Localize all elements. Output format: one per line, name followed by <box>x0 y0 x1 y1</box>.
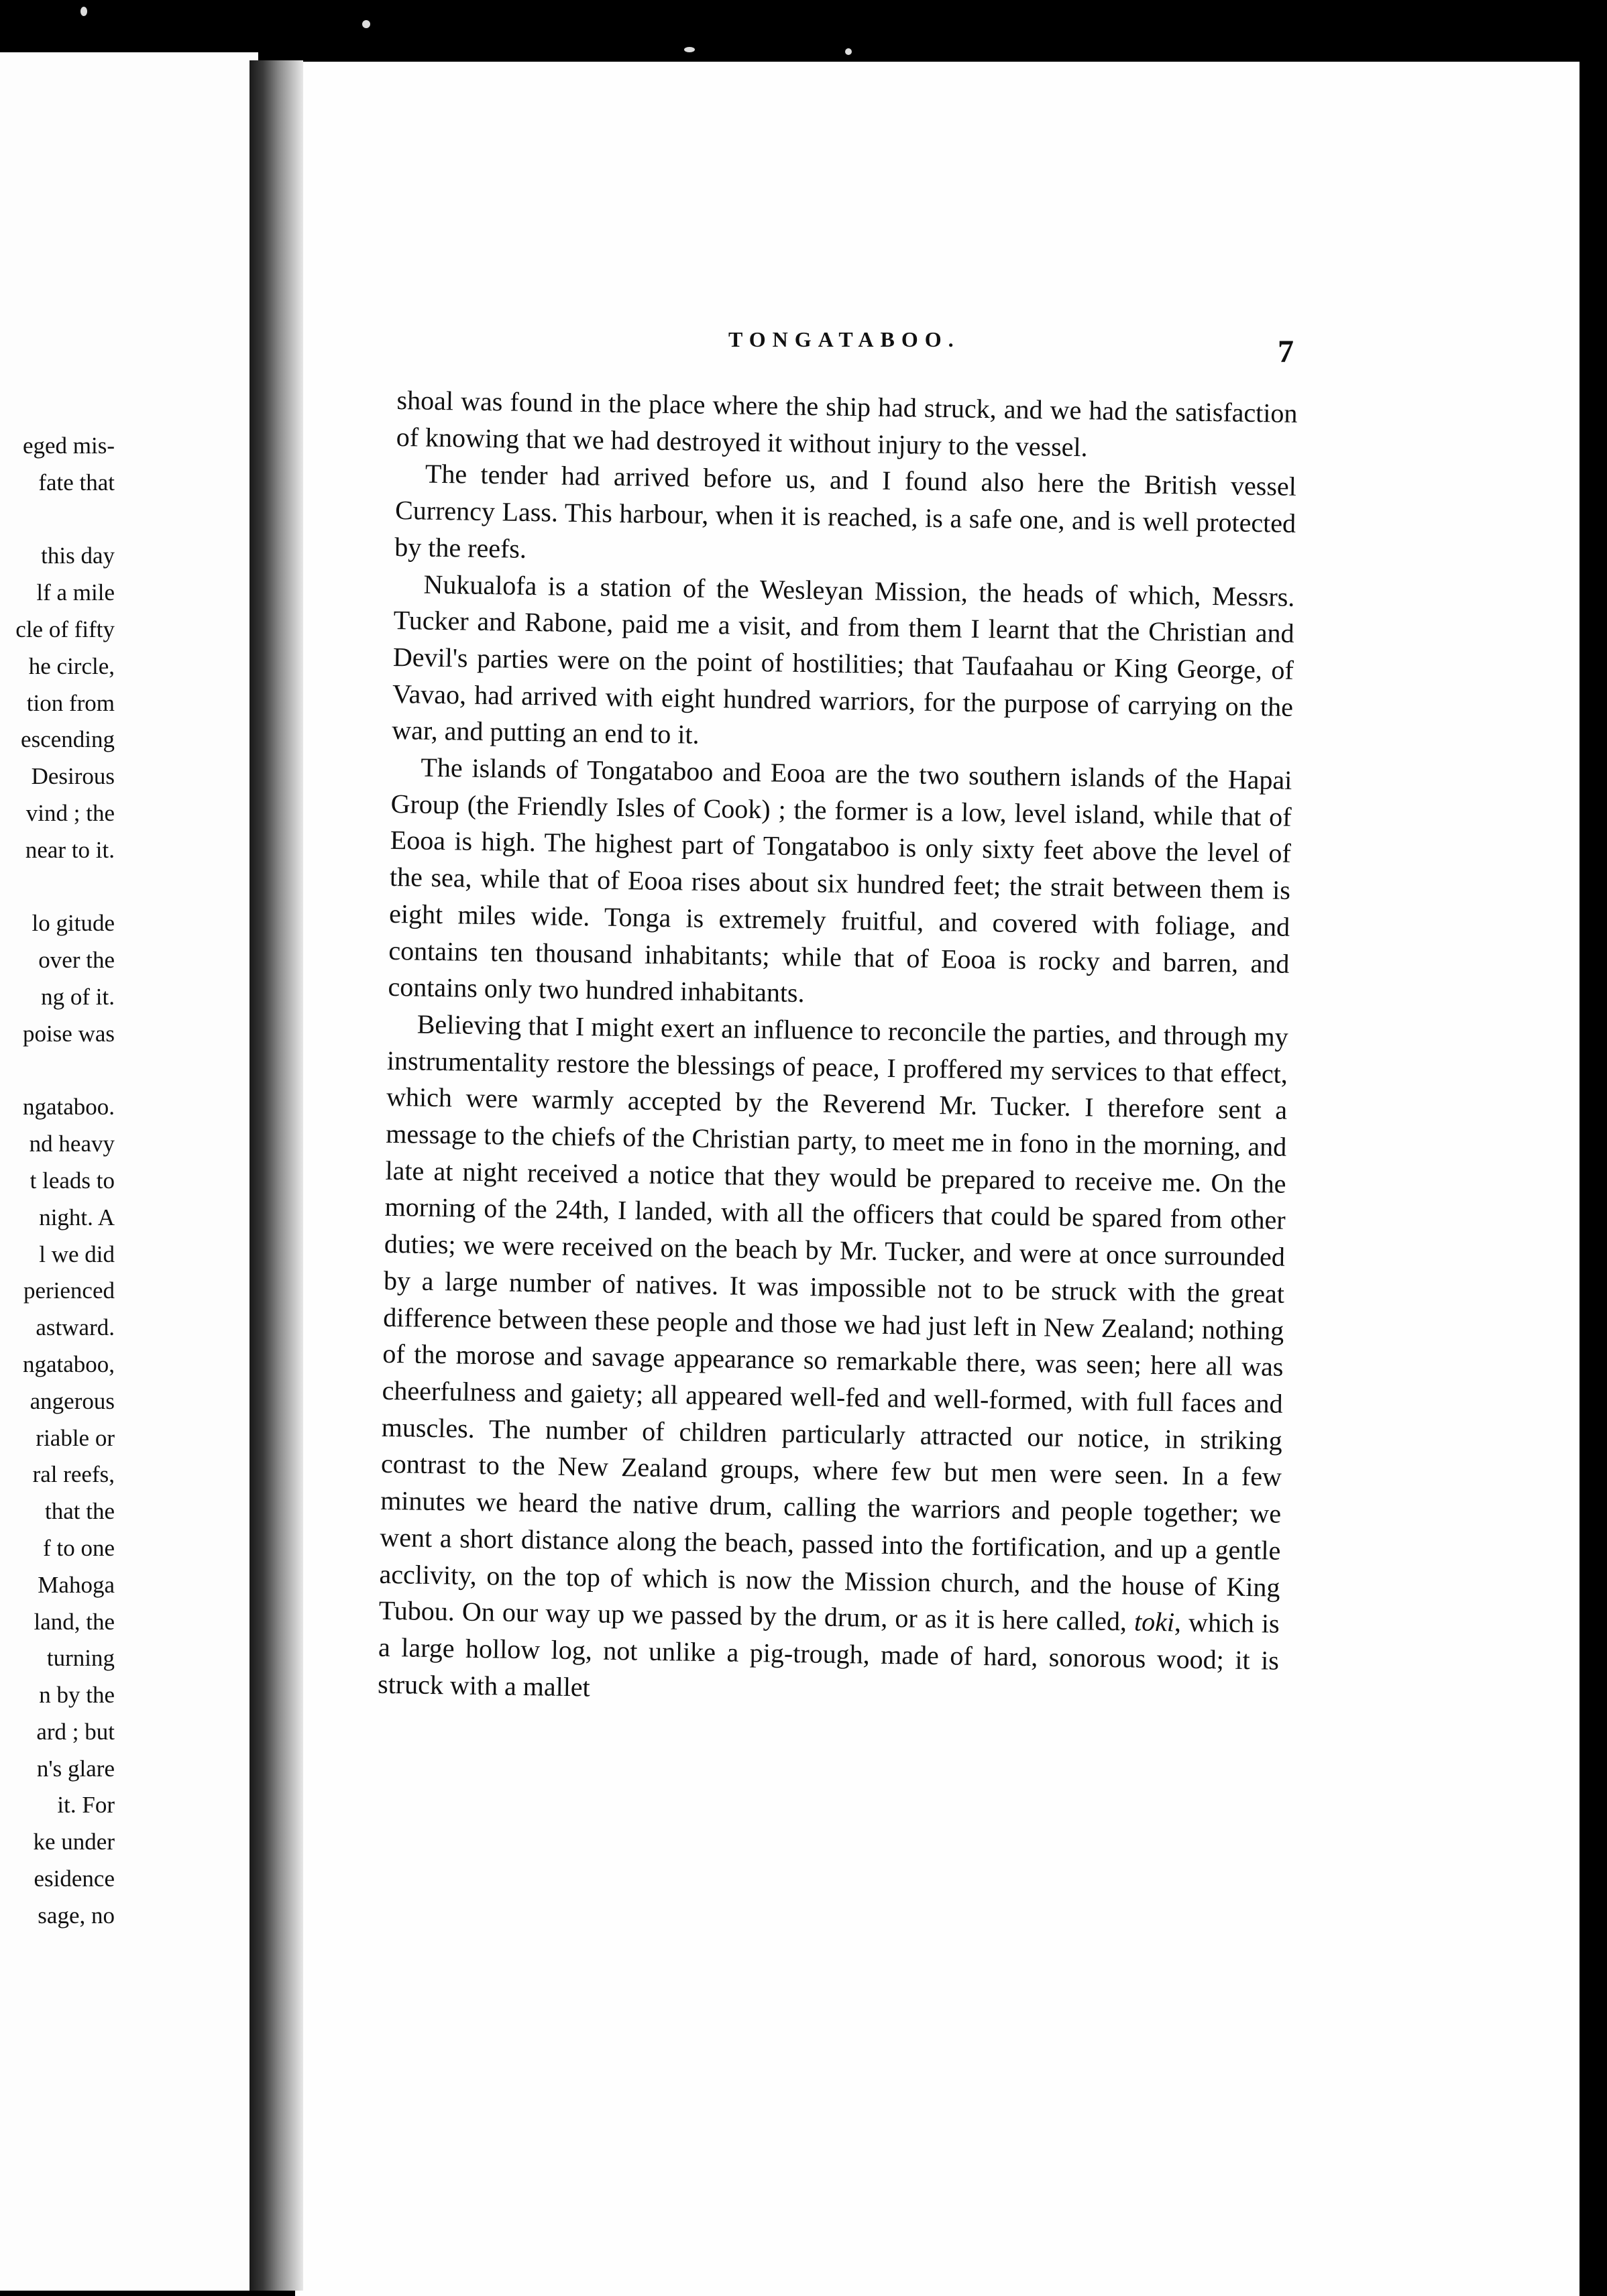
page-number: 7 <box>1278 334 1294 369</box>
italic-term: toki <box>1133 1606 1175 1638</box>
left-page-line: n by the <box>39 1682 115 1709</box>
left-page-line: t leads to <box>30 1167 115 1194</box>
paragraph: The tender had arrived before us, and I found also here the British vessel Currency Lass. This harbour, when it is reached, is a safe one, and is well protected by the reefs. <box>394 459 1297 564</box>
left-page-line: ard ; but <box>36 1718 115 1745</box>
scan-speck <box>684 47 695 52</box>
left-page-text <box>0 428 115 1935</box>
left-page-line: over the <box>38 947 115 974</box>
left-page-line: astward. <box>36 1314 115 1341</box>
left-page-line: night. A <box>39 1204 115 1230</box>
running-head: TONGATABOO. <box>728 327 960 351</box>
left-page-line: lo gitude <box>32 910 115 937</box>
left-page-line: f to one <box>43 1534 115 1561</box>
left-page-line: poise was <box>22 1020 115 1047</box>
left-page-line: vind ; the <box>25 799 115 826</box>
left-page-line: that the <box>45 1498 115 1525</box>
left-page-line: he circle, <box>28 652 115 679</box>
left-page-line: nd heavy <box>29 1131 115 1157</box>
paragraph-text: Believing that I might exert an influence to reconcile the parties, and through my instrumentality restore the blessings of peace, I proffered my services to that effect, which were warmly accepted by the Reverend Mr. Tucker. I therefore sent a message to the chiefs of the Christian party, to meet me in fono in the morning, and late at night received a notice that they would be prepared to receive me. On the morning of the 24th, I landed, with all the officers that could be spared from other duties; we were received on the beach by Mr. Tucker, and were at once surrounded by a large number of natives. It was impossible not to be struck with the great difference between these people and those we had just left in New Zealand; nothing of the morose and savage appearance so remarkable there, was seen; here all was cheerfulness and gaiety; all appeared well-fed and well-formed, with full faces and muscles. The number of children particularly attracted our notice, in striking contrast to the New Zealand groups, where few but men were seen. In a few minutes we heard the native drum, calling the warriors and people together; we went a short distance along the beach, passed into the fortification, and up a gentle acclivity, on the top of which is now the Mission church, and the house of King Tubou. On our way up we passed by the drum, or as it is here called, <box>378 1009 1288 1637</box>
scan-speck <box>80 7 87 16</box>
scan-speck <box>362 20 370 28</box>
left-page-line: ngataboo. <box>22 1094 115 1121</box>
left-page-line: lf a mile <box>36 579 115 606</box>
left-page-line: near to it. <box>25 836 115 863</box>
left-page-line: Desirous <box>31 763 115 790</box>
scan-speck <box>845 48 852 55</box>
left-facing-page <box>0 52 258 2291</box>
left-page-line: angerous <box>30 1387 115 1414</box>
left-page-line: eged mis- <box>22 433 115 459</box>
left-page-line: riable or <box>36 1424 115 1451</box>
left-page-line: Mahoga <box>38 1571 115 1598</box>
left-page-line: sage, no <box>38 1902 115 1929</box>
left-page-line: escending <box>21 726 115 753</box>
left-page-line: ral reefs, <box>32 1461 115 1488</box>
left-page-line: fate that <box>38 469 115 496</box>
left-page-line <box>0 502 115 538</box>
paragraph: shoal was found in the place where the ship had struck, and we had the satisfaction of knowing that we had destroyed it without injury to the vessel. <box>396 384 1298 462</box>
paragraph <box>378 1006 1288 1716</box>
left-page-line: ng of it. <box>41 983 115 1010</box>
paragraph: Nukualofa is a station of the Wesleyan Mission, the heads of which, Messrs. Tucker and Rabone, paid me a visit, and from them I learnt that the Christian and Devil's parties were on the point of hostilities; that Taufaahau or King George, of Vavao, had arrived with eight hundred warriors, for the purpose of carrying on the war, and putting an end to it. <box>391 569 1295 750</box>
left-page-line: it. For <box>57 1792 115 1819</box>
paragraph-text: , which is a large hollow log, not unlike a pig-trough, made of hard, sonorous wood; it is struck with a mallet <box>377 1607 1280 1703</box>
left-page-line: n's glare <box>36 1755 115 1782</box>
left-page-line: l we did <box>39 1241 115 1267</box>
left-page-line: this day <box>41 542 115 569</box>
left-page-line: land, the <box>34 1608 115 1635</box>
left-page-line <box>0 869 115 906</box>
left-page-line: ngataboo, <box>22 1351 115 1377</box>
left-page-line: perienced <box>23 1277 115 1304</box>
left-page-line: esidence <box>34 1866 115 1892</box>
body-text <box>378 382 1298 1716</box>
left-page-line <box>0 1053 115 1090</box>
left-page-line: turning <box>46 1645 115 1672</box>
left-page-line: ke under <box>33 1829 115 1855</box>
paragraph: The islands of Tongataboo and Eooa are the two southern islands of the Hapai Group (the Friendly Isles of Cook) ; the former is a low, level island, while that of Eooa is high. The highest part of Tongataboo is only sixty feet above the level of the sea, while that of Eooa rises about six hundred feet; the strait between them is eight miles wide. Tonga is extremely fruitful, and covered with foliage, and contains ten thousand inhabitants; while that of Eooa is rocky and barren, and contains only two hundred inhabitants. <box>388 752 1292 1009</box>
left-page-line: cle of fifty <box>15 616 115 642</box>
left-page-line: tion from <box>26 689 115 716</box>
book-gutter-shadow <box>250 60 303 2291</box>
